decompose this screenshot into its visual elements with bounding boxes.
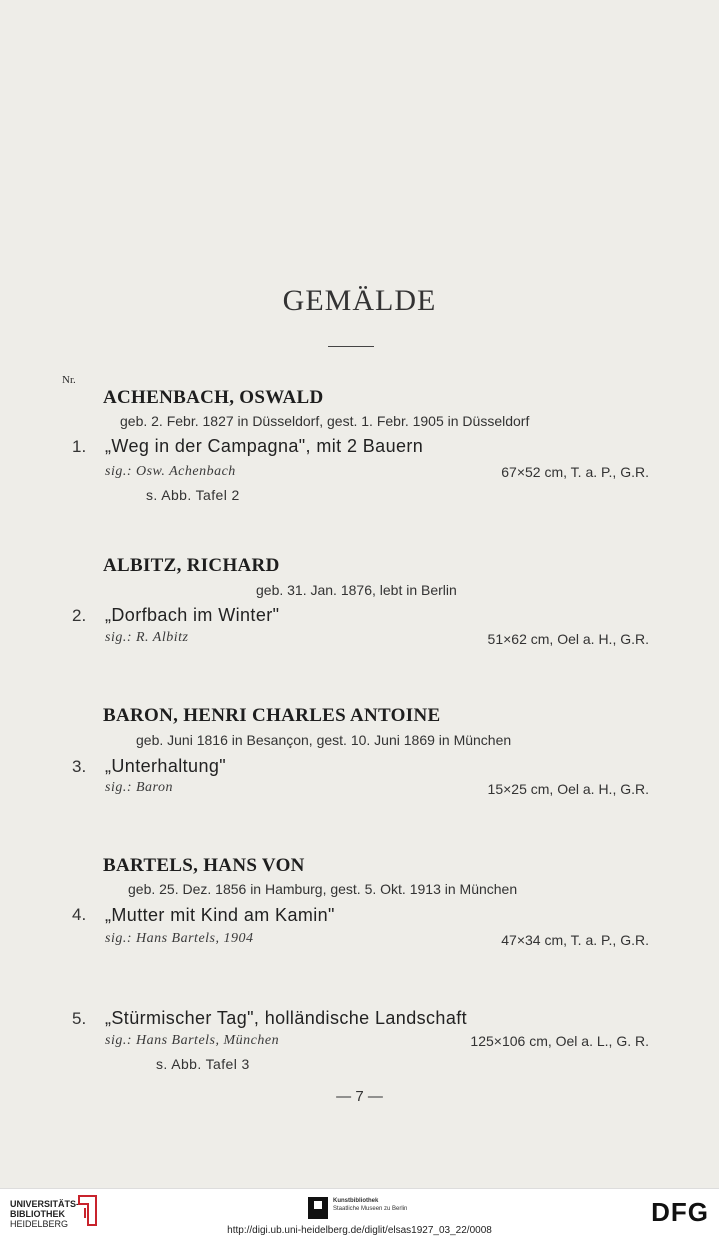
library-line-3: HEIDELBERG (10, 1219, 69, 1229)
artist-name: ALBITZ, RICHARD (103, 555, 280, 576)
work-title: „Mutter mit Kind am Kamin" (105, 905, 335, 925)
work-signature: sig.: Hans Bartels, München (105, 1033, 280, 1048)
work-title: „Unterhaltung" (105, 756, 227, 776)
work-number: 2. (72, 606, 87, 625)
library-line-2: BIBLIOTHEK (10, 1209, 65, 1219)
work-signature: sig.: Baron (105, 780, 173, 795)
artist-bio: geb. 2. Febr. 1827 in Düsseldorf, gest. 1. Febr. 1905 in Düsseldorf (120, 413, 530, 429)
artist-name: BARTELS, HANS VON (103, 855, 305, 876)
library-line-1: UNIVERSITÄTS- (10, 1199, 80, 1209)
plate-reference: s. Abb. Tafel 3 (156, 1056, 250, 1072)
work-specs: 51×62 cm, Oel a. H., G.R. (487, 631, 649, 647)
work-title: „Dorfbach im Winter" (105, 605, 280, 625)
digitization-footer (0, 1188, 719, 1238)
work-number: 3. (72, 757, 87, 776)
work-specs: 15×25 cm, Oel a. H., G.R. (487, 781, 649, 797)
work-number: 4. (72, 905, 87, 924)
kb-line-1: Kunstbibliothek (333, 1198, 379, 1204)
work-signature: sig.: Osw. Achenbach (105, 464, 236, 479)
artist-bio: geb. Juni 1816 in Besançon, gest. 10. Juni 1869 in München (136, 732, 512, 748)
work-title: „Stürmischer Tag", holländische Landschaft (105, 1008, 468, 1028)
page-number: — 7 — (336, 1088, 383, 1105)
artist-bio: geb. 25. Dez. 1856 in Hamburg, gest. 5. Okt. 1913 in München (128, 881, 518, 897)
kb-line-2: Staatliche Museen zu Berlin (333, 1206, 408, 1212)
university-library-logo-icon (76, 1194, 102, 1228)
work-number: 1. (72, 437, 87, 456)
work-number: 5. (72, 1009, 87, 1028)
permalink-url[interactable]: http://digi.ub.uni-heidelberg.de/diglit/elsas1927_03_22/0008 (227, 1225, 492, 1236)
plate-reference: s. Abb. Tafel 2 (146, 487, 240, 503)
work-specs: 125×106 cm, Oel a. L., G. R. (470, 1033, 649, 1049)
kunstbibliothek-mark-icon (308, 1197, 328, 1219)
title-divider (328, 346, 374, 347)
dfg-logo[interactable]: DFG (651, 1197, 709, 1227)
work-title: „Weg in der Campagna", mit 2 Bauern (105, 436, 424, 456)
page-title: GEMÄLDE (282, 284, 437, 317)
artist-name: ACHENBACH, OSWALD (103, 387, 324, 408)
artist-name: BARON, HENRI CHARLES ANTOINE (103, 705, 441, 726)
work-specs: 67×52 cm, T. a. P., G.R. (501, 464, 649, 480)
work-signature: sig.: Hans Bartels, 1904 (105, 931, 254, 946)
artist-bio: geb. 31. Jan. 1876, lebt in Berlin (256, 582, 457, 598)
work-signature: sig.: R. Albitz (105, 630, 189, 645)
kunstbibliothek-logo[interactable] (308, 1197, 407, 1219)
work-specs: 47×34 cm, T. a. P., G.R. (501, 932, 649, 948)
nr-label: Nr. (62, 374, 76, 386)
